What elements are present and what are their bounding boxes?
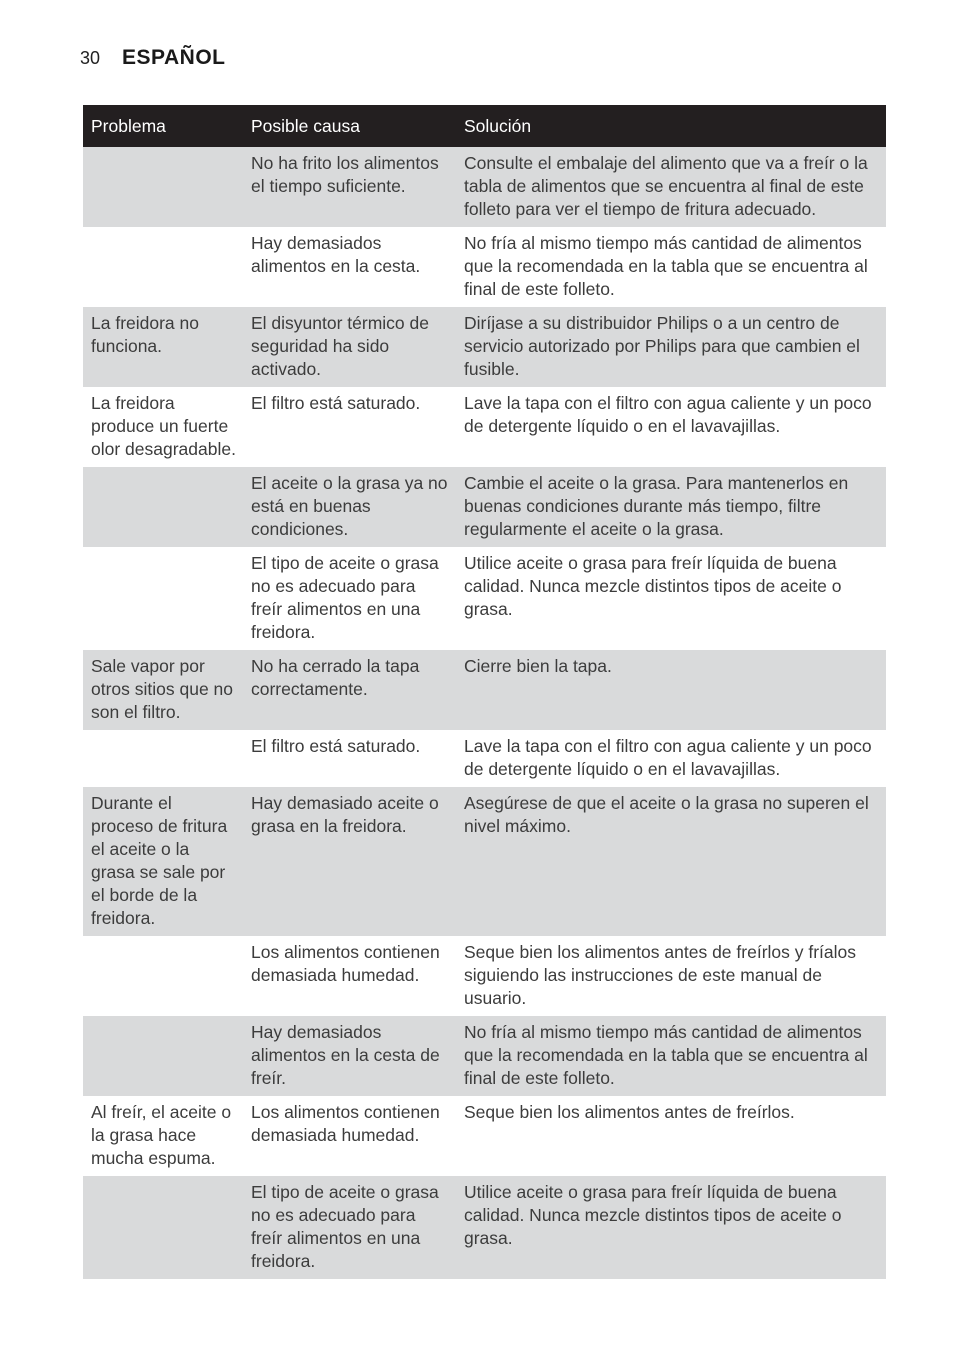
cell-cause: Hay demasiados alimentos en la cesta. bbox=[243, 227, 456, 307]
cell-problem: Al freír, el aceite o la grasa hace mucha espuma. bbox=[83, 1096, 243, 1176]
cell-solution: Diríjase a su distribuidor Philips o a un centro de servicio autorizado por Philips para que cambien el fusible. bbox=[456, 307, 886, 387]
cell-cause: Hay demasiados alimentos en la cesta de freír. bbox=[243, 1016, 456, 1096]
cell-solution: Seque bien los alimentos antes de freírlos y fríalos siguiendo las instrucciones de este manual de usuario. bbox=[456, 936, 886, 1016]
cell-problem bbox=[83, 467, 243, 547]
cell-cause: Los alimentos contienen demasiada humedad. bbox=[243, 936, 456, 1016]
table-row bbox=[83, 1016, 886, 1096]
troubleshooting-table bbox=[83, 105, 886, 1279]
column-header-solution: Solución bbox=[456, 105, 886, 147]
table-row bbox=[83, 227, 886, 307]
page-language-title: ESPAÑOL bbox=[122, 46, 226, 69]
page-number: 30 bbox=[80, 48, 101, 68]
table-row bbox=[83, 547, 886, 650]
cell-solution: Asegúrese de que el aceite o la grasa no superen el nivel máximo. bbox=[456, 787, 886, 936]
cell-problem bbox=[83, 1016, 243, 1096]
table-row bbox=[83, 1096, 886, 1176]
cell-cause: No ha cerrado la tapa correctamente. bbox=[243, 650, 456, 730]
table-row bbox=[83, 307, 886, 387]
table-row bbox=[83, 1176, 886, 1279]
column-header-problem: Problema bbox=[83, 105, 243, 147]
cell-cause: No ha frito los alimentos el tiempo suficiente. bbox=[243, 147, 456, 227]
cell-cause: Hay demasiado aceite o grasa en la freidora. bbox=[243, 787, 456, 936]
cell-problem: Durante el proceso de fritura el aceite o la grasa se sale por el borde de la freidora. bbox=[83, 787, 243, 936]
cell-solution: Seque bien los alimentos antes de freírlos. bbox=[456, 1096, 886, 1176]
cell-solution: Cambie el aceite o la grasa. Para mantenerlos en buenas condiciones durante más tiempo, filtre regularmente el aceite o la grasa. bbox=[456, 467, 886, 547]
cell-problem: La freidora produce un fuerte olor desagradable. bbox=[83, 387, 243, 467]
cell-problem bbox=[83, 227, 243, 307]
page-header bbox=[80, 46, 226, 70]
table-row bbox=[83, 467, 886, 547]
cell-solution: Lave la tapa con el filtro con agua caliente y un poco de detergente líquido o en el lavavajillas. bbox=[456, 730, 886, 787]
cell-cause: El tipo de aceite o grasa no es adecuado para freír alimentos en una freidora. bbox=[243, 547, 456, 650]
cell-solution: No fría al mismo tiempo más cantidad de alimentos que la recomendada en la tabla que se encuentra al final de este folleto. bbox=[456, 1016, 886, 1096]
cell-solution: Lave la tapa con el filtro con agua caliente y un poco de detergente líquido o en el lavavajillas. bbox=[456, 387, 886, 467]
table-row bbox=[83, 936, 886, 1016]
cell-problem: Sale vapor por otros sitios que no son el filtro. bbox=[83, 650, 243, 730]
cell-problem bbox=[83, 547, 243, 650]
cell-problem bbox=[83, 147, 243, 227]
table-header-row bbox=[83, 105, 886, 147]
cell-solution: Cierre bien la tapa. bbox=[456, 650, 886, 730]
cell-solution: No fría al mismo tiempo más cantidad de alimentos que la recomendada en la tabla que se encuentra al final de este folleto. bbox=[456, 227, 886, 307]
cell-problem bbox=[83, 730, 243, 787]
table-row bbox=[83, 387, 886, 467]
cell-cause: El filtro está saturado. bbox=[243, 387, 456, 467]
cell-solution: Utilice aceite o grasa para freír líquida de buena calidad. Nunca mezcle distintos tipos de aceite o grasa. bbox=[456, 1176, 886, 1279]
cell-cause: El tipo de aceite o grasa no es adecuado para freír alimentos en una freidora. bbox=[243, 1176, 456, 1279]
table-row bbox=[83, 147, 886, 227]
cell-problem bbox=[83, 1176, 243, 1279]
cell-solution: Consulte el embalaje del alimento que va a freír o la tabla de alimentos que se encuentra al final de este folleto para ver el tiempo de fritura adecuado. bbox=[456, 147, 886, 227]
column-header-cause: Posible causa bbox=[243, 105, 456, 147]
cell-cause: El aceite o la grasa ya no está en buenas condiciones. bbox=[243, 467, 456, 547]
cell-cause: El disyuntor térmico de seguridad ha sido activado. bbox=[243, 307, 456, 387]
table-row bbox=[83, 787, 886, 936]
cell-solution: Utilice aceite o grasa para freír líquida de buena calidad. Nunca mezcle distintos tipos de aceite o grasa. bbox=[456, 547, 886, 650]
cell-cause: Los alimentos contienen demasiada humedad. bbox=[243, 1096, 456, 1176]
table-row bbox=[83, 730, 886, 787]
cell-cause: El filtro está saturado. bbox=[243, 730, 456, 787]
table-row bbox=[83, 650, 886, 730]
cell-problem: La freidora no funciona. bbox=[83, 307, 243, 387]
cell-problem bbox=[83, 936, 243, 1016]
